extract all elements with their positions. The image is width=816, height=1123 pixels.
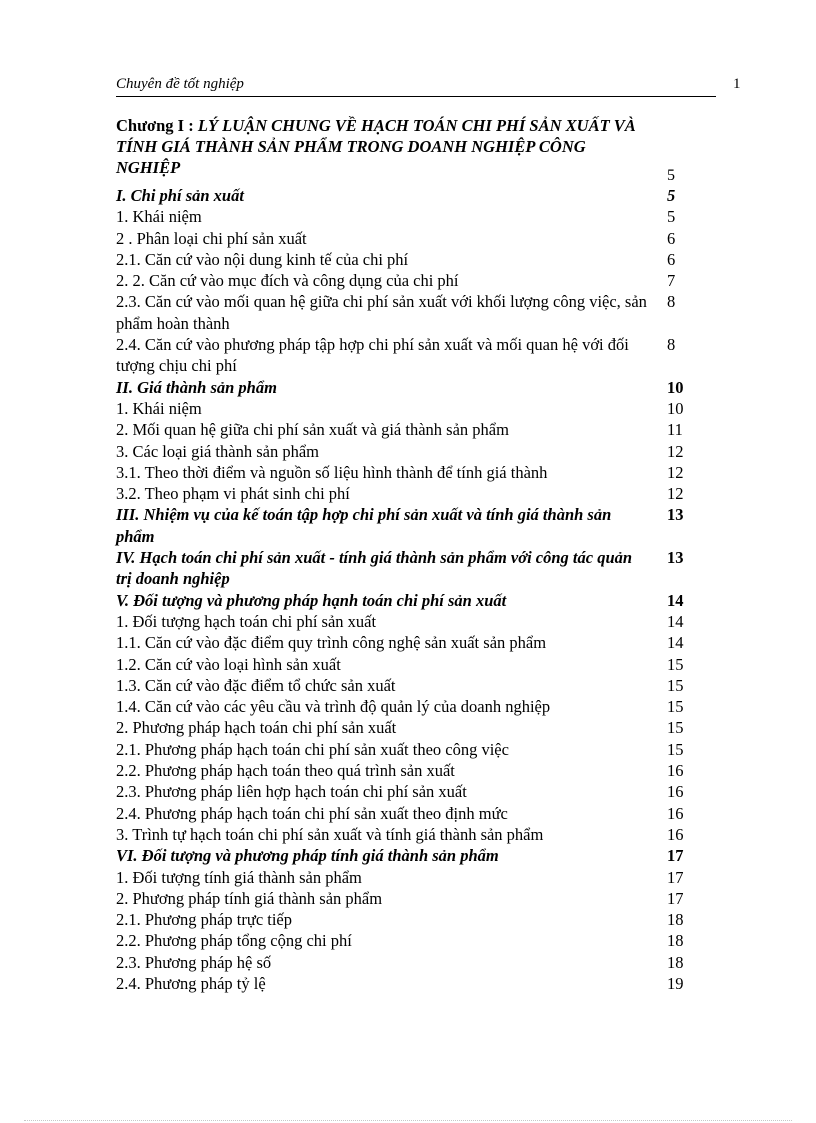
toc-entry-page: 15 (667, 697, 684, 717)
toc-entry-page: 13 (667, 505, 684, 525)
toc-entry-page: 7 (667, 271, 676, 291)
toc-entry (116, 654, 696, 675)
toc-entry (116, 632, 696, 653)
toc-entry-title: 2. Mối quan hệ giữa chi phí sản xuất và giá thành sản phẩm (116, 420, 509, 440)
toc-section-entry (116, 185, 696, 206)
toc-entry-page: 15 (667, 675, 684, 695)
toc-entry (116, 291, 696, 334)
chapter-label: Chương I (116, 116, 185, 135)
toc-entry (116, 930, 696, 951)
toc-entry-title: 2.2. Phương pháp hạch toán theo quá trình sản xuất (116, 761, 455, 781)
toc-entry-title: 2.2. Phương pháp tổng cộng chi phí (116, 931, 352, 951)
toc-entry-title: 1.1. Căn cứ vào đặc điểm quy trình công nghệ sản xuất sản phẩm (116, 633, 547, 653)
toc-entry-title: II. Giá thành sản phẩm (116, 377, 277, 397)
toc-entry (116, 334, 696, 377)
toc-entry-title: 2 . Phân loại chi phí sản xuất (116, 228, 307, 248)
chapter-text (116, 115, 646, 178)
toc-entry (116, 888, 696, 909)
chapter-page-number: 5 (667, 167, 675, 184)
toc-entry-page: 5 (667, 186, 676, 205)
page-number: 1 (733, 76, 741, 92)
toc-entry-title: 2.4. Phương pháp hạch toán chi phí sản xuất theo định mức (116, 803, 508, 823)
toc-entry-page: 16 (667, 761, 684, 781)
toc-entry-title: VI. Đối tượng và phương pháp tính giá thành sản phẩm (116, 846, 499, 866)
toc-entry-page: 15 (667, 718, 684, 738)
toc-entry (116, 483, 696, 504)
toc-entry-title: 2.4. Phương pháp tỷ lệ (116, 973, 266, 993)
toc-section-entry (116, 590, 696, 611)
toc-entry (116, 717, 696, 738)
toc-entry (116, 419, 696, 440)
toc-entry-title: 1.4. Căn cứ vào các yêu cầu và trình độ quản lý của doanh nghiệp (116, 697, 551, 717)
toc-entry-page: 14 (667, 633, 684, 653)
toc-entry-page: 10 (667, 377, 684, 397)
toc-entry-title: V. Đối tượng và phương pháp hạnh toán chi phí sản xuất (116, 590, 507, 610)
toc-entry-title: 2. 2. Căn cứ vào mục đích và công dụng của chi phí (116, 271, 459, 291)
toc-entry-page: 16 (667, 782, 684, 802)
toc-entry-page: 17 (667, 846, 684, 866)
toc-entry (116, 441, 696, 462)
toc-entry (116, 803, 696, 824)
toc-entry (116, 270, 696, 291)
toc-entry-title: 1.2. Căn cứ vào loại hình sản xuất (116, 654, 341, 674)
toc-entry-title: 1. Đối tượng tính giá thành sản phẩm (116, 867, 362, 887)
header-title: Chuyên đề tốt nghiệp (116, 76, 244, 92)
toc-entry (116, 228, 696, 249)
toc-entry-page: 17 (667, 867, 684, 887)
toc-entry (116, 867, 696, 888)
toc-entry-page: 16 (667, 803, 684, 823)
toc-entry (116, 909, 696, 930)
toc-entry (116, 675, 696, 696)
toc-entry-title: 2.1. Phương pháp hạch toán chi phí sản xuất theo công việc (116, 739, 509, 759)
toc-entry-page: 8 (667, 292, 676, 312)
chapter-title: LÝ LUẬN CHUNG VỀ HẠCH TOÁN CHI PHÍ SẢN XUẤT VÀ TÍNH GIÁ THÀNH SẢN PHẨM TRONG DOANH NGHIỆP CÔNG NGHIỆP (116, 116, 636, 177)
toc-entry-title: 2.1. Căn cứ vào nội dung kinh tế của chi phí (116, 249, 409, 269)
toc-entry-title: I. Chi phí sản xuất (116, 186, 244, 205)
toc-entry (116, 249, 696, 270)
toc-entry-title: 1. Khái niệm (116, 207, 202, 227)
toc-entry (116, 739, 696, 760)
toc-section-entry (116, 377, 696, 398)
footer-divider (24, 1120, 792, 1121)
toc-entry-page: 12 (667, 462, 684, 482)
toc-entry-title: 1. Khái niệm (116, 398, 202, 418)
toc-entry-page: 18 (667, 910, 684, 930)
toc-entry-page: 15 (667, 654, 684, 674)
toc-section-entry (116, 845, 696, 866)
toc-entry-page: 11 (667, 420, 683, 440)
toc-entry (116, 781, 696, 802)
toc-section-entry (116, 504, 696, 547)
toc-entry-page: 8 (667, 335, 676, 355)
toc-entry-page: 14 (667, 611, 684, 631)
toc-entry (116, 611, 696, 632)
toc-section-entry (116, 547, 696, 590)
toc-entry-page: 15 (667, 739, 684, 759)
chapter-heading (116, 115, 696, 185)
toc-entries (116, 185, 696, 994)
toc-entry-page: 19 (667, 973, 684, 993)
toc-entry (116, 206, 696, 227)
toc-entry-page: 6 (667, 249, 676, 269)
toc-entry-title: 2.1. Phương pháp trực tiếp (116, 910, 293, 930)
toc-entry-page: 6 (667, 228, 676, 248)
toc-entry-title: 2. Phương pháp hạch toán chi phí sản xuất (116, 718, 397, 738)
toc-entry-title: 3. Trình tự hạch toán chi phí sản xuất và tính giá thành sản phẩm (116, 824, 544, 844)
table-of-contents (116, 115, 696, 994)
chapter-colon: : (184, 116, 198, 135)
toc-entry-title: III. Nhiệm vụ của kế toán tập hợp chi phí sản xuất và tính giá thành sản phẩm (116, 505, 612, 546)
toc-entry (116, 824, 696, 845)
toc-entry-title: 3.2. Theo phạm vi phát sinh chi phí (116, 484, 350, 504)
toc-entry (116, 398, 696, 419)
toc-entry (116, 462, 696, 483)
toc-entry-title: 2.3. Căn cứ vào mối quan hệ giữa chi phí sản xuất với khối lượng công việc, sản phẩm hoàn thành (116, 292, 647, 333)
toc-entry-page: 5 (667, 207, 676, 227)
toc-entry-title: 2.4. Căn cứ vào phương pháp tập hợp chi phí sản xuất và mối quan hệ với đối tượng chịu chi phí (116, 335, 629, 376)
toc-entry-title: 2.3. Phương pháp hệ số (116, 952, 272, 972)
toc-entry-title: 1. Đối tượng hạch toán chi phí sản xuất (116, 611, 377, 631)
toc-entry (116, 696, 696, 717)
toc-entry (116, 952, 696, 973)
toc-entry-title: 2. Phương pháp tính giá thành sản phẩm (116, 888, 383, 908)
toc-entry-page: 17 (667, 888, 684, 908)
toc-entry-page: 12 (667, 484, 684, 504)
toc-entry-page: 10 (667, 398, 684, 418)
toc-entry-title: 3. Các loại giá thành sản phẩm (116, 441, 319, 461)
toc-entry-title: 1.3. Căn cứ vào đặc điểm tổ chức sản xuất (116, 675, 396, 695)
toc-entry-page: 18 (667, 952, 684, 972)
toc-entry-page: 13 (667, 548, 684, 568)
toc-entry-page: 16 (667, 824, 684, 844)
toc-entry (116, 973, 696, 994)
toc-entry (116, 760, 696, 781)
page-header (116, 76, 716, 97)
toc-entry-title: 2.3. Phương pháp liên hợp hạch toán chi phí sản xuất (116, 782, 467, 802)
toc-entry-page: 12 (667, 441, 684, 461)
toc-entry-title: 3.1. Theo thời điểm và nguồn số liệu hình thành để tính giá thành (116, 462, 548, 482)
toc-entry-page: 14 (667, 590, 684, 610)
toc-entry-title: IV. Hạch toán chi phí sản xuất - tính giá thành sản phẩm với công tác quản trị doanh nghiệp (116, 548, 633, 589)
toc-entry-page: 18 (667, 931, 684, 951)
